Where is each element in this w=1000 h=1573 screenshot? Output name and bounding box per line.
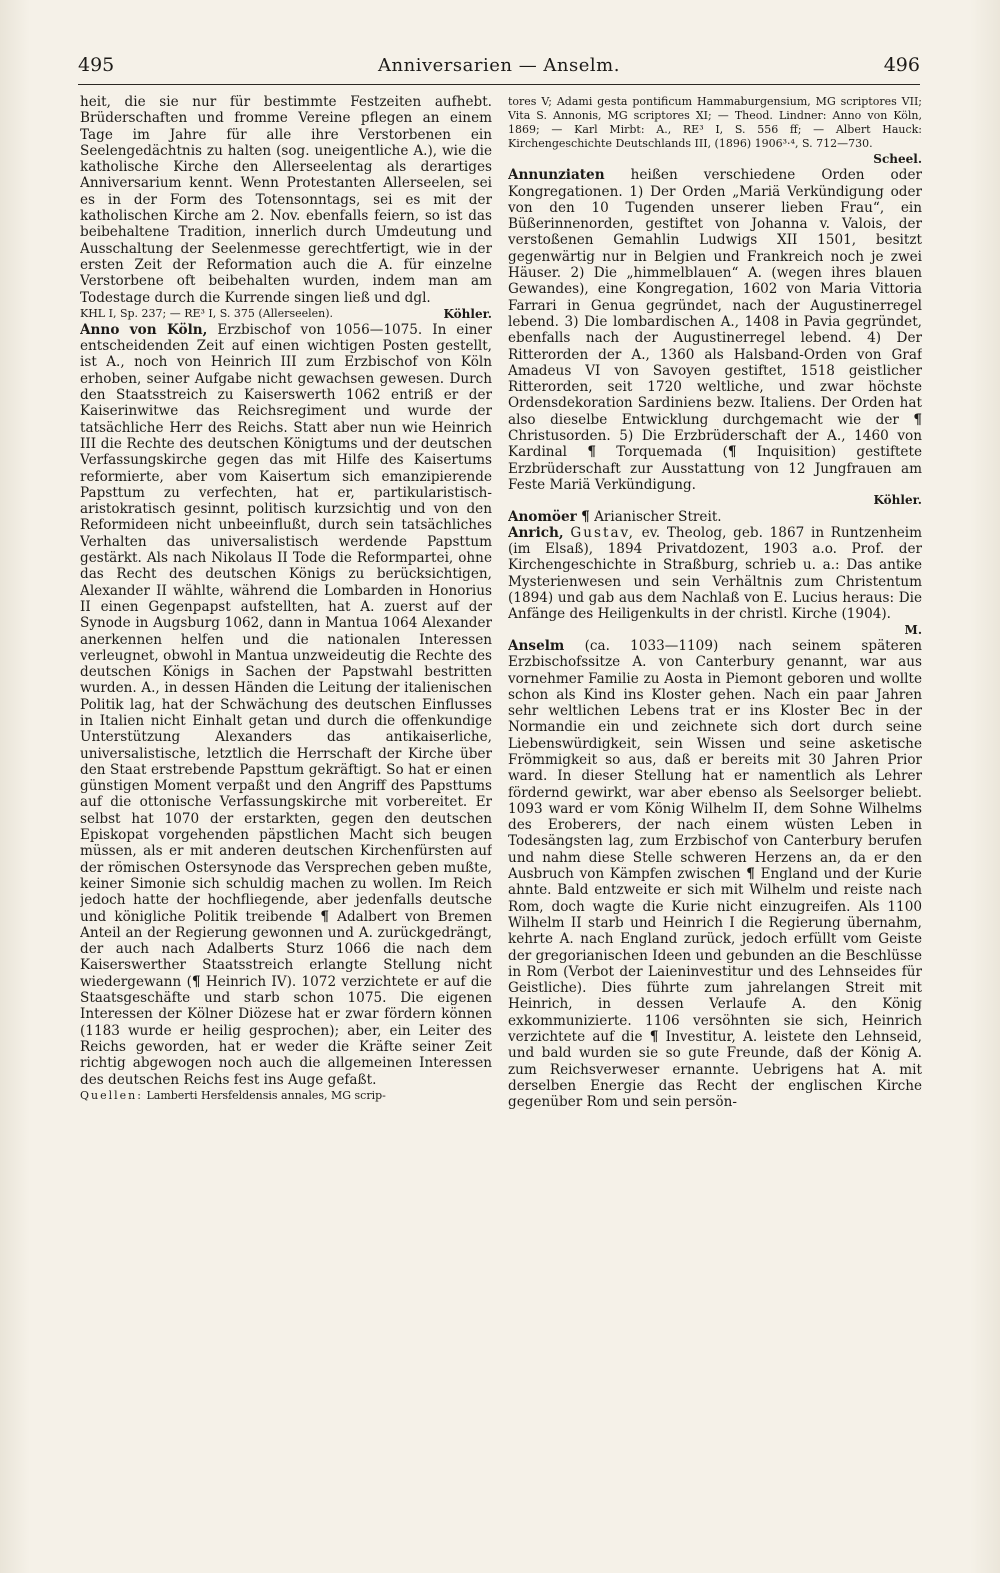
- anno-sources: [80, 1089, 492, 1103]
- entry-text: Torquemada (: [616, 444, 728, 461]
- entry-anomoeer: [508, 509, 922, 525]
- cross-reference-icon[interactable]: ¶: [587, 444, 596, 461]
- cross-reference-icon[interactable]: ¶: [746, 866, 755, 883]
- entry-text: (ca. 1033—1109) nach seinem späteren Erzbischofssitze A. von Canterbury genannt, war aus vornehmer Familie zu Aosta in Piemont geboren und wollte schon als Kind ins Kloster gehen. Nach ein paar Jahren sehr weltlichen Lebens trat er ins Kloster Bec in der Normandie ein und zeichnete sich dort durch seine Liebenswürdigkeit, sein Wissen und seine asketische Frömmigkeit so aus, daß er bereits mit 30 Jahren Prior ward. In dieser Stellung hat er namentlich als Lehrer fördernd gewirkt, war aber ebenso als Seelsorger beliebt. 1093 ward er vom König Wilhelm II, dem Sohne Wilhelms des Eroberers, der nach einem wüsten Leben in Todesängsten lag, zum Erzbischof von Canterbury berufen und nahm diese Stelle schweren Herzens an, da er den Ausbruch von Kämpfen zwischen: [508, 637, 922, 883]
- cross-reference-icon[interactable]: ¶: [913, 411, 922, 428]
- sources-text: Lamberti Hersfeldensis annales, MG scrip-: [146, 1088, 386, 1102]
- sources-label: Quellen:: [80, 1088, 143, 1102]
- lemma-annunziaten: Annunziaten: [508, 167, 605, 184]
- entry-text: Christusorden. 5) Die Erzbrüderschaft der A., 1460 von Kardinal: [508, 428, 922, 461]
- author-signature: Köhler.: [443, 306, 492, 321]
- cross-reference-icon[interactable]: ¶: [581, 508, 590, 525]
- lemma-anno: Anno von Köln,: [80, 321, 208, 338]
- running-title: Anniversarien — Anselm.: [378, 54, 620, 76]
- page-header: [78, 50, 920, 80]
- entry-text: England und der Kurie ahnte. Bald entzweite er sich mit Wilhelm und reiste nach Rom, doch wagte die Kurie nicht einzugreifen. Als 1100 Wilhelm II starb und Heinrich I die Regierung übernahm, kehrte A. nach England zurück, jedoch erfüllt vom Geiste der gregorianischen Ideen und gebunden an die Beschlüsse in Rom (Verbot der Laieninvestitur und des Lehnseides für Geistliche). Dies führte zum jahrelangen Streit mit Heinrich, in dessen Verlaufe A. den König exkommunizierte. 1106 versöhnten sie sich, Heinrich verzichtete auf die: [508, 866, 922, 1046]
- cross-reference-icon[interactable]: ¶: [727, 444, 737, 461]
- anniversarien-continuation: heit, die sie nur für bestimmte Festzeiten aufhebt. Brüderschaften und fromme Vereine pflegen an einem Tage im Jahre für alle ihre Verstorbenen ein Seelengedächtnis zu halten (sog. uneigentliche A.), wie die katholische Kirche den Allerseelentag als derartiges Anniversarium kennt. Wenn Protestanten Allerseelen, sei es in der Form des Totensonntags, sei es mit der katholischen Kirche am 2. Nov. ebenfalls feiern, so ist das beibehaltene Tradition, innerlich durch Umdeutung und Ausschaltung der Seelenmesse gerechtfertigt, wie in der ersten Zeit der Reformation auch die A. für einzelne Verstorbene oft beibehalten wurden, indem man am Todestage durch die Kurrende singen ließ und dgl.: [80, 94, 492, 306]
- anniversarien-references: [80, 307, 492, 321]
- cross-reference-icon[interactable]: ¶: [191, 973, 201, 990]
- header-rule: [78, 84, 920, 85]
- left-column: [80, 94, 492, 1554]
- lemma-anomoeer: Anomöer: [508, 508, 577, 525]
- entry-text: Adalbert von Bremen Anteil an der Regierung gewonnen und A. zurückgedrängt, der auch nach Adalberts Sturz 1066 die nach dem Kaiserswerther Staatsstreich erlangte Stellung nicht wiedergewann (: [80, 908, 492, 990]
- lemma-anrich: Anrich,: [508, 524, 564, 541]
- anno-sources-continuation: tores V; Adami gesta pontificum Hammaburgensium, MG scriptores VII; Vita S. Annonis, MG scriptores XI; — Theod. Lindner: Anno von Köln, 1869; — Karl Mirbt: A., RE³ I, S. 556 ff; — Albert Hauck: Kirchengeschichte Deutschlands III, (1896) 1906³·⁴, S. 712—730.: [508, 95, 922, 150]
- author-signature: M.: [904, 622, 922, 637]
- entry-text: Heinrich IV). 1072 verzichtete er auf die Staatsgeschäfte und starb schon 1075. Die eigenen Interessen der Kölner Diözese hat er zwar fördern können (1183 wurde er heilig gesprochen); aber, ein Leiter des Reichs geworden, hat er weder die Kräfte seiner Zeit richtig abgewogen noch auch die allgemeinen Interessen des deutschen Reichs fest ins Auge gefaßt.: [80, 973, 492, 1088]
- entry-text: ev. Theolog, geb. 1867 in Runtzenheim (im Elsaß), 1894 Privatdozent, 1903 a.o. Prof. der Kirchengeschichte in Straßburg, schrieb u. a.: Das antike Mysterienwesen und sein Verhältnis zum Christentum (1894) und gab aus dem Nachlaß von E. Lucius heraus: Die Anfänge des Heiligenkults in der christl. Kirche (1904).: [508, 524, 922, 623]
- entry-text: heißen verschiedene Orden oder Kongregationen. 1) Der Orden „Mariä Verkündigung oder von den 10 Tugenden unserer lieben Frau“, ein Büßerinnenorden, gestiftet von Johanna v. Valois, der verstoßenen Gemahlin Ludwigs XII 1501, besitzt gegenwärtig nur in Belgien und Frankreich noch je zwei Häuser. 2) Die „himmelblauen“ A. (wegen ihres blauen Gewandes), eine Kongregation, 1602 von Maria Vittoria Farrari in Genua gegründet, nach der Augustinerregel lebend. 3) Die lombardischen A., 1408 in Pavia gegründet, ebenfalls nach der Augustinerregel lebend. 4) Der Ritterorden der A., 1360 als Halsband-Orden von Graf Amadeus VI von Savoyen gestiftet, 1518 geistlicher Ritterorden, seit 1720 weltliche, und zwar höchste Ordensdekoration Sardiniens bezw. Italiens. Der Orden hat also dieselbe Entwicklung durchgemacht wie der: [508, 167, 922, 428]
- first-name: Gustav,: [570, 524, 635, 541]
- entry-text: Arianischer Streit.: [594, 508, 722, 525]
- entry-text: Inquisition) gestiftete Erzbrüderschaft zur Ausstattung von 12 Jungfrauen am Feste Mariä Verkündigung.: [508, 444, 922, 493]
- cross-reference-icon[interactable]: ¶: [649, 1029, 659, 1046]
- lemma-anselm: Anselm: [508, 637, 565, 654]
- entry-anrich: [508, 525, 922, 623]
- entry-anno-von-koeln: [80, 322, 492, 1088]
- cross-reference-icon[interactable]: ¶: [320, 908, 329, 925]
- entry-text: Investitur, A. leistete den Lehnseid, und bald wurden sie so gute Freunde, daß der König A. zum Reichsverweser ernannte. Uebrigens hat A. mit derselben Energie das Recht der englischen Kirche gegenüber Rom und sein persön-: [508, 1029, 922, 1111]
- entry-text: Erzbischof von 1056—1075. In einer entscheidenden Zeit auf einen wichtigen Posten gestellt, ist A., noch von Heinrich III zum Erzbischof von Köln erhoben, seiner Aufgabe nicht gewachsen gewesen. Durch den Staatsstreich zu Kaiserswerth 1062 entriß er der Kaiserinwitwe das Reichsregiment und wurde der tatsächliche Herr des Reichs. Statt aber nun wie Heinrich III die Rechte des deutschen Königtums und der deutschen Verfassungskirche gegen das mit Hilfe des Kaisertums reformierte, aber vom Kaisertum sich emanzipierende Papsttum zu verfechten, hat er, partikularistisch-aristokratisch gesinnt, politisch kurzsichtig und von den Reformideen nicht unbeeinflußt, durch sein tatsächliches Verhalten das universalistisch werdende Papsttum gestärkt. Als nach Nikolaus II Tode die Reformpartei, ohne das Recht des deutschen Königs zu berücksichtigen, Alexander II wählte, während die Lombarden in Honorius II einen Gegenpapst aufstellten, hat A. zuerst auf der Synode in Augsburg 1062, dann in Mantua 1064 Alexander anerkennen helfen und die nationalen Interessen verleugnet, obwohl in Mantua unzweideutig die Rechte des deutschen Königs in Sachen der Papstwahl bestritten wurden. A., in dessen Händen die Leitung der italienischen Politik lag, hat der Schwächung des deutschen Einflusses in Italien nicht Einhalt getan und durch die offenkundige Unterstützung Alexanders das antikaiserliche, universalistische, letztlich die Herrschaft der Kirche über den Staat erstrebende Papsttum gekräftigt. So hat er einen günstigen Moment verpaßt und den Angriff des Papsttums auf die ottonische Verfassungskirche mit vorbereitet. Er selbst hat 1070 der erstarkten, gegen den deutschen Episkopat vorgehenden päpstlichen Macht sich beugen müssen, als er mit anderen deutschen Kirchenfürsten auf der römischen Ostersynode das Versprechen geben mußte, keiner Simonie sich schuldig machen zu wollen. Im Reich jedoch hatte der hochfliegende, aber jedenfalls deutsche und königliche Politik treibende: [80, 321, 492, 925]
- author-signature: Köhler.: [873, 493, 922, 508]
- page-number-right: 496: [883, 54, 920, 76]
- right-column: [508, 94, 922, 1554]
- author-signature: Scheel.: [873, 152, 922, 166]
- entry-anselm: [508, 638, 922, 1111]
- entry-annunziaten: [508, 167, 922, 493]
- page-number-left: 495: [78, 54, 115, 76]
- reference-text: KHL I, Sp. 237; — RE³ I, S. 375 (Allerseelen).: [80, 306, 334, 320]
